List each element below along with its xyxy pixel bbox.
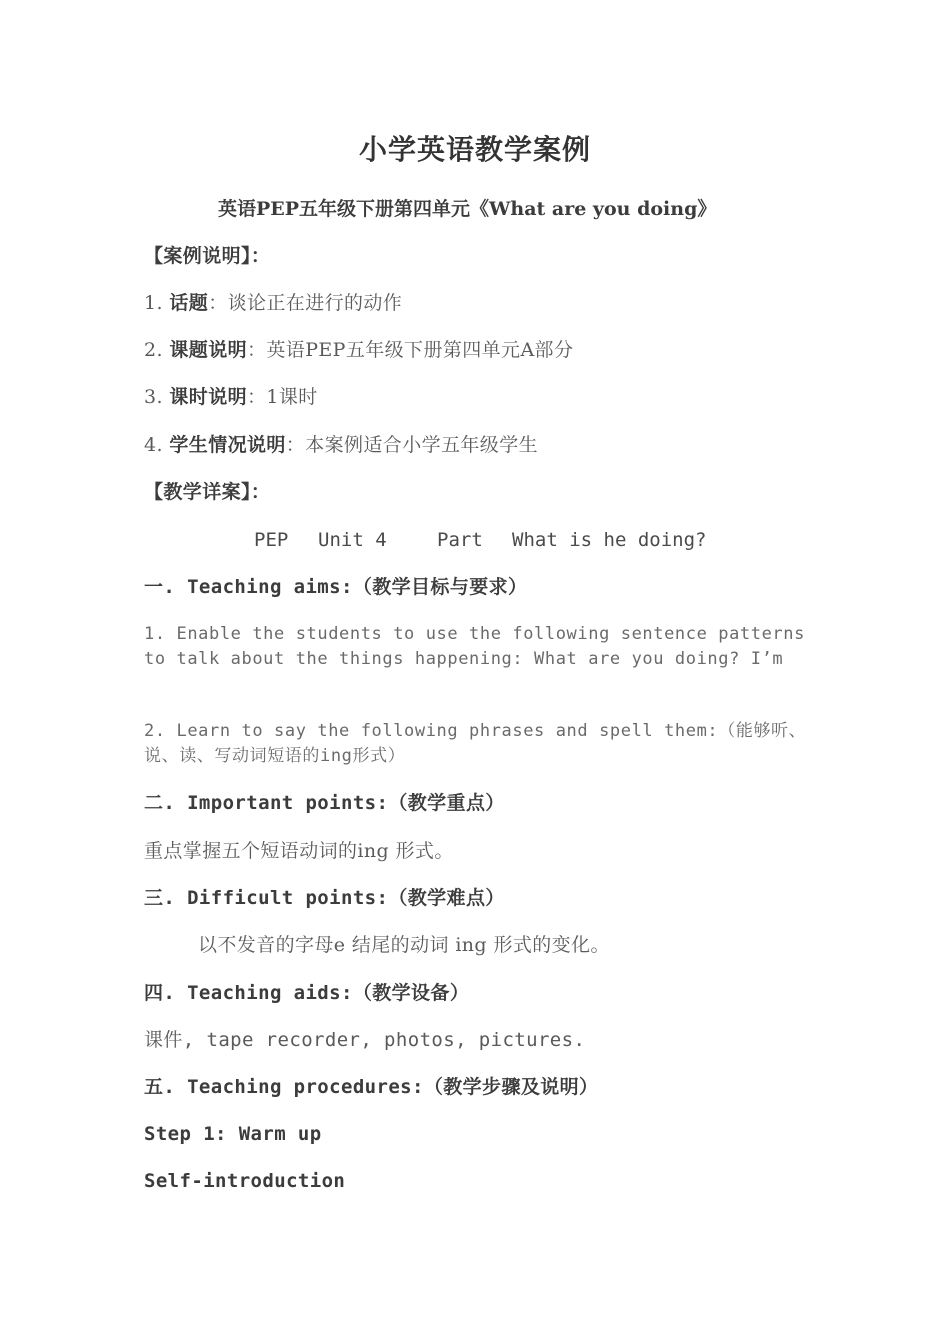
unit-pep: PEP (254, 529, 289, 551)
item-label: 课题说明 (169, 339, 247, 361)
case-description-heading: 【案例说明】： (144, 245, 271, 267)
document-subtitle: 英语PEP五年级下册第四单元《What are you doing》 (218, 198, 717, 220)
aim-1: 1. Enable the students to use the following sentence patterns to talk about the things happening: What are you doing? I’m (144, 624, 805, 669)
item-value: ：谈论正在进行的动作 (208, 292, 403, 314)
item-lesson-topic (144, 338, 573, 363)
important-points-text: 重点掌握五个短语动词的ing 形式。 (144, 840, 454, 862)
item-number: 2. (144, 339, 163, 361)
item-value: ：1课时 (247, 386, 318, 408)
document-title: 小学英语教学案例 (358, 133, 591, 166)
unit-part: Part (437, 529, 483, 551)
item-value: ：英语PEP五年级下册第四单元A部分 (247, 339, 574, 361)
item-number: 4. (144, 434, 163, 456)
unit-number: Unit 4 (318, 529, 387, 551)
item-label: 话题 (169, 292, 209, 314)
item-topic (144, 291, 402, 316)
aims-heading: 一. Teaching aims:（教学目标与要求） (144, 576, 528, 598)
unit-question: What is he doing? (512, 529, 707, 551)
aim-2: 2. Learn to say the following phrases and spell them:（能够听、说、读、写动词短语的ing形式） (144, 721, 807, 766)
item-label: 课时说明 (169, 386, 247, 408)
item-value: ：本案例适合小学五年级学生 (285, 434, 538, 456)
difficult-points-heading: 三. Difficult points:（教学难点） (144, 887, 505, 909)
teaching-aids-text: 课件, tape recorder, photos, pictures. (144, 1029, 586, 1051)
self-introduction: Self-introduction (144, 1170, 346, 1192)
difficult-points-text: 以不发音的字母e 结尾的动词 ing 形式的变化。 (198, 934, 610, 956)
item-students (144, 433, 538, 458)
step-1-heading: Step 1: Warm up (144, 1123, 322, 1145)
teaching-aids-heading: 四. Teaching aids:（教学设备） (144, 982, 470, 1004)
procedures-heading: 五. Teaching procedures:（教学步骤及说明） (144, 1076, 599, 1098)
item-number: 1. (144, 292, 163, 314)
item-number: 3. (144, 386, 163, 408)
teaching-detail-heading: 【教学详案】： (144, 481, 271, 503)
important-points-heading: 二. Important points:（教学重点） (144, 792, 505, 814)
item-label: 学生情况说明 (169, 434, 286, 456)
item-class-hours (144, 385, 318, 410)
